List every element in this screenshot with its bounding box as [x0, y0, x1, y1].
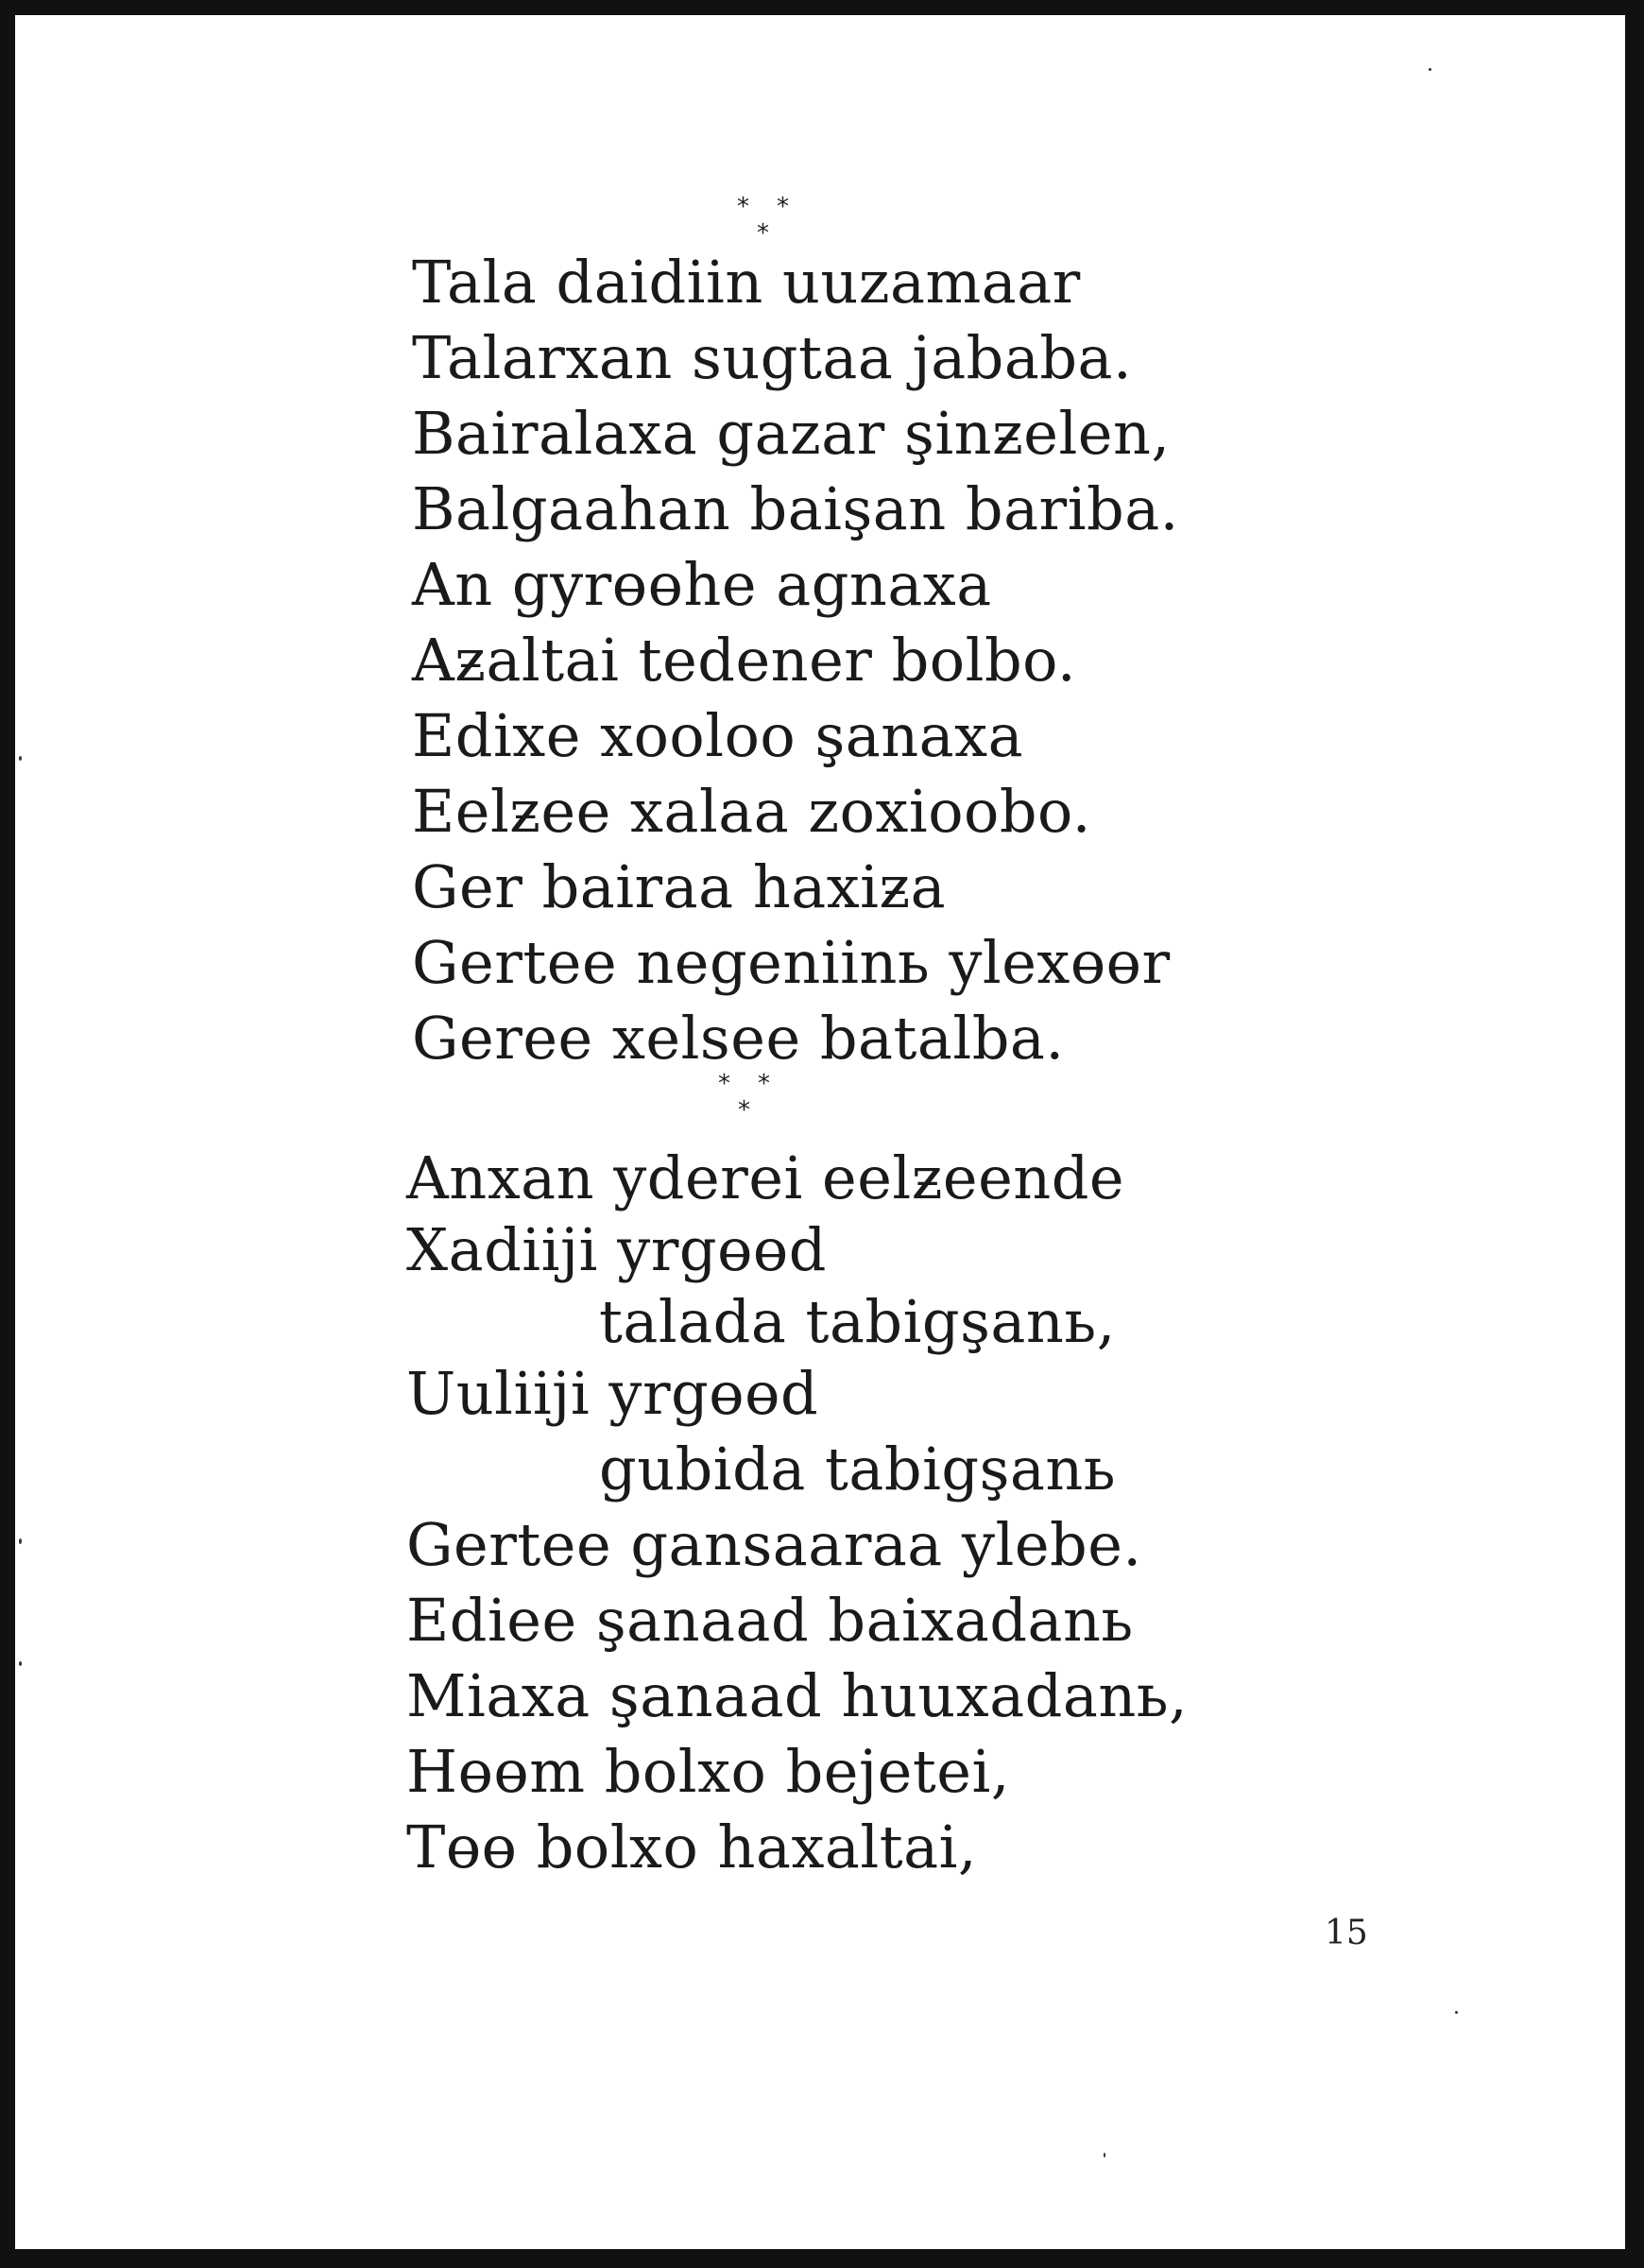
stanza-separator-2	[716, 1072, 820, 1130]
scan-speck	[19, 1661, 22, 1666]
verse-line: Aƶaltai tedener bolbo.	[412, 626, 1077, 695]
scan-speck	[19, 756, 22, 761]
separator-star: *	[737, 193, 749, 221]
verse-line: Ger bairaa haxiƶa	[412, 852, 947, 921]
verse-line: Balgaahan baişan bariba.	[412, 474, 1179, 543]
verse-line-indented: gubida tabigşanь	[599, 1435, 1117, 1503]
separator-star: *	[718, 1070, 730, 1098]
scan-speck	[1429, 68, 1431, 71]
verse-line: Geree xelsee batalba.	[412, 1004, 1065, 1073]
verse-line: Eelƶee xalaa zoxioobo.	[412, 777, 1092, 846]
verse-line: Talarxan sugtaa jababa.	[412, 323, 1133, 392]
verse-line: Gertee gansaaraa ylebe.	[406, 1510, 1142, 1579]
verse-line-indented: talada tabigşanь,	[599, 1287, 1116, 1356]
verse-line: Hөөm bolxo bejetei,	[406, 1737, 1011, 1806]
stanza-separator-1	[735, 195, 839, 253]
verse-line: Tala daidiin uuzamaar	[412, 248, 1081, 317]
separator-star: *	[757, 219, 769, 248]
separator-star: *	[738, 1096, 750, 1125]
verse-line: Gertee negeniinь ylexөөr	[412, 928, 1171, 997]
separator-star: *	[777, 193, 789, 221]
verse-line: Tөө bolxo haxaltai,	[406, 1813, 978, 1881]
page-number: 15	[1325, 1914, 1368, 1952]
scan-speck	[19, 1538, 22, 1544]
verse-line: Ediee şanaad baixadanь	[406, 1586, 1134, 1655]
verse-line: Bairalaxa gazar şinƶelen,	[412, 399, 1171, 468]
separator-star: *	[758, 1070, 770, 1098]
verse-line: Miaxa şanaad huuxadanь,	[406, 1661, 1189, 1730]
verse-line: Anxan yderei eelƶeende	[406, 1143, 1125, 1212]
verse-line: Xadiiji yrgөөd	[406, 1215, 827, 1284]
scan-speck	[1455, 2011, 1458, 2014]
verse-line: An gyrөөhe agnaxa	[412, 550, 992, 619]
verse-line: Edixe xooloo şanaxa	[412, 701, 1024, 770]
verse-line: Uuliiji yrgөөd	[406, 1359, 819, 1428]
scan-speck	[1104, 2153, 1105, 2157]
